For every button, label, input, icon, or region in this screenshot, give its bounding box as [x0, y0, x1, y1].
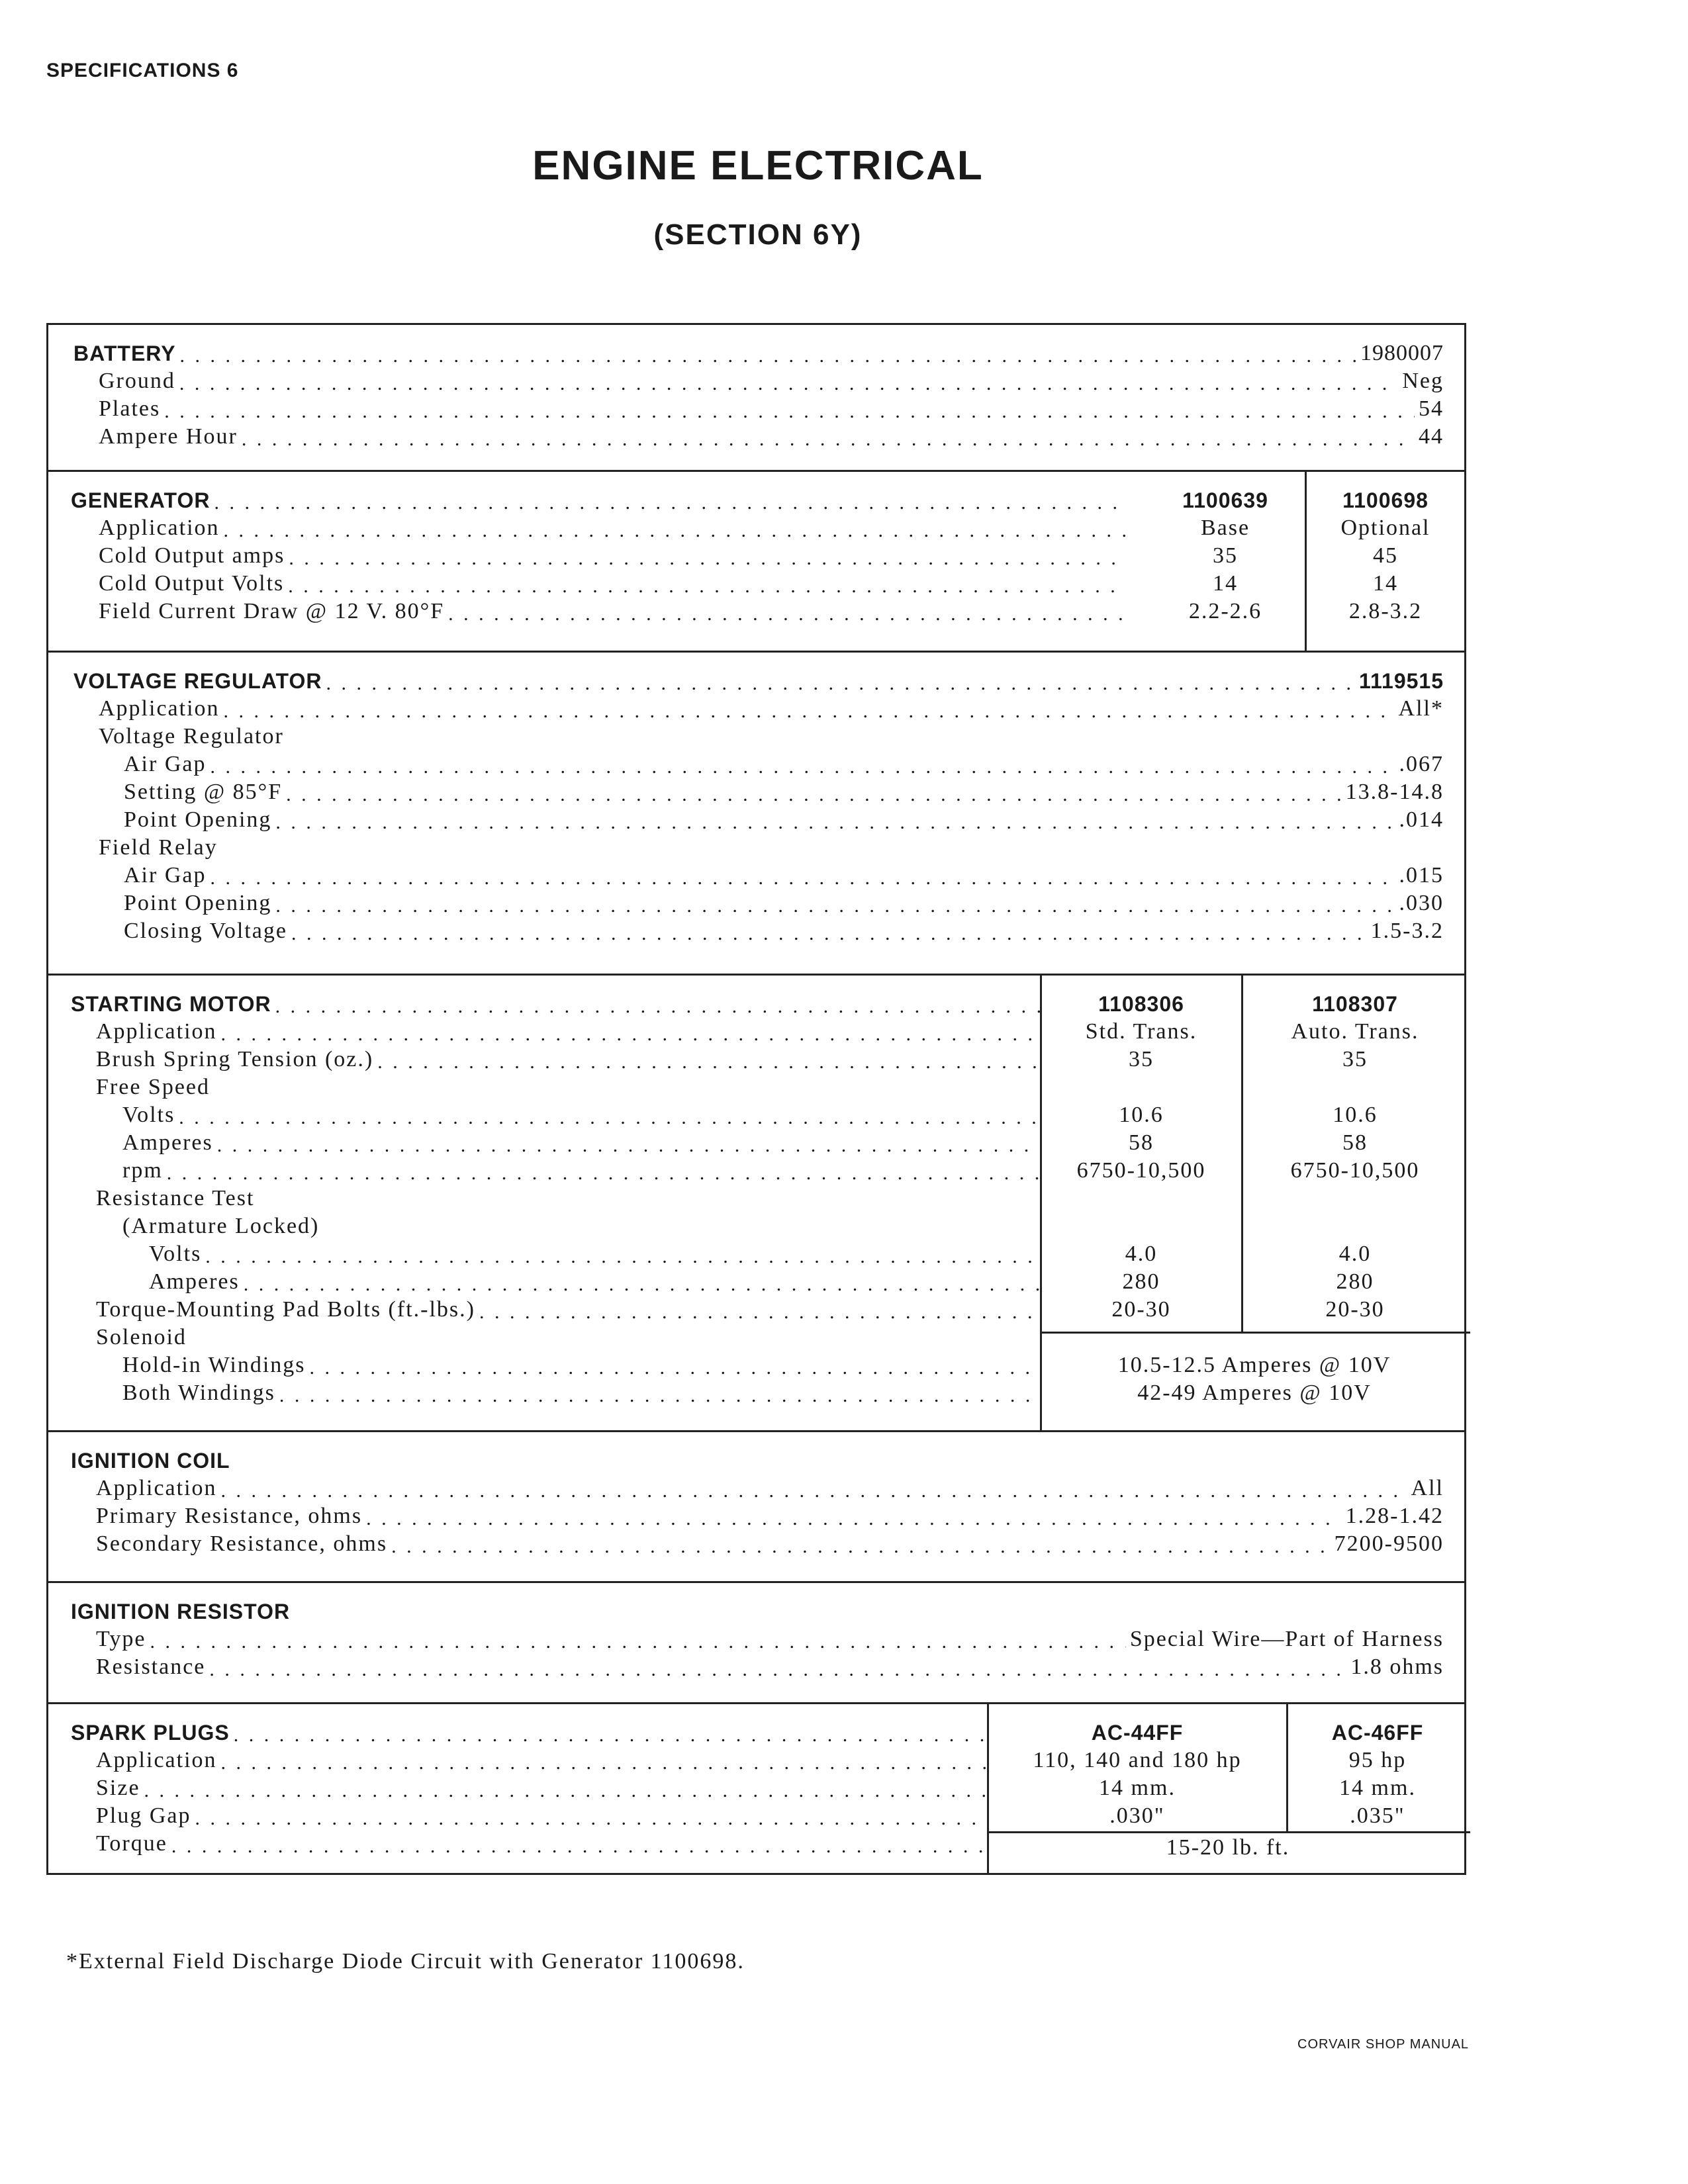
generator-volts-1: 14 — [1213, 571, 1238, 596]
battery-ampere-hour-row — [99, 422, 1444, 449]
sm-app-1: Std. Trans. — [1085, 1019, 1197, 1044]
row-label: Cold Output Volts — [99, 571, 285, 596]
generator-field-2: 2.8-3.2 — [1348, 599, 1423, 623]
row-value: Neg — [1402, 369, 1444, 393]
ic-application-row — [96, 1473, 1444, 1501]
sp-gap-1: .030" — [1109, 1803, 1165, 1828]
generator-volts-2: 14 — [1373, 571, 1398, 596]
sm-both-row — [122, 1378, 1044, 1406]
ic-heading: IGNITION COIL — [71, 1449, 230, 1473]
vr-setting-row — [124, 777, 1444, 805]
row-label: Air Gap — [124, 752, 207, 776]
ignition-coil-section — [48, 1432, 1464, 1583]
row-value: 44 — [1419, 424, 1444, 449]
ic-secondary-row — [96, 1529, 1444, 1557]
sm-fs-volts-row — [122, 1100, 1044, 1128]
row-label: Both Windings — [122, 1381, 275, 1405]
vr-point-opening-row — [124, 805, 1444, 833]
sm-torque-2: 20-30 — [1325, 1297, 1385, 1322]
sp-app-1: 110, 140 and 180 hp — [1033, 1748, 1242, 1772]
sm-fs-amperes-1: 58 — [1129, 1130, 1154, 1155]
sm-heading: STARTING MOTOR — [71, 992, 271, 1016]
sm-torque-row — [96, 1295, 1044, 1322]
sm-brush-1: 35 — [1129, 1047, 1154, 1071]
sp-size-1: 14 mm. — [1099, 1776, 1176, 1800]
ic-primary-row — [96, 1501, 1444, 1529]
sm-app-2: Auto. Trans. — [1291, 1019, 1419, 1044]
sp-gap-2: .035" — [1350, 1803, 1405, 1828]
row-label: Resistance Test — [96, 1186, 255, 1210]
generator-model-2: 1100698 — [1342, 488, 1429, 512]
generator-application-row — [99, 513, 1130, 541]
vr-air-gap-row — [124, 749, 1444, 777]
generator-section — [48, 472, 1464, 653]
row-value: .030 — [1399, 891, 1444, 915]
sm-fs-volts-1: 10.6 — [1119, 1103, 1164, 1127]
row-label: Plug Gap — [96, 1803, 191, 1828]
row-value: All* — [1398, 696, 1444, 721]
sp-torque-divider — [987, 1831, 1470, 1833]
row-label: Size — [96, 1776, 140, 1800]
fr-air-gap-row — [124, 860, 1444, 888]
battery-model: 1980007 — [1360, 341, 1444, 365]
row-label: Solenoid — [96, 1325, 187, 1349]
sm-fs-volts-2: 10.6 — [1333, 1103, 1378, 1127]
sp-heading-row — [71, 1717, 991, 1745]
generator-amps-2: 45 — [1373, 543, 1398, 568]
sm-hold-in-value: 10.5-12.5 Amperes @ 10V — [1117, 1353, 1391, 1377]
battery-ground-row — [99, 366, 1444, 394]
generator-model-1: 1100639 — [1182, 488, 1268, 512]
sm-fs-amperes-row — [122, 1128, 1044, 1156]
row-label: Closing Voltage — [124, 919, 287, 943]
row-label: Application — [99, 696, 220, 721]
sm-free-speed-row — [96, 1072, 1044, 1100]
sp-torque-value: 15-20 lb. ft. — [1166, 1835, 1290, 1860]
ir-type-row — [96, 1624, 1444, 1652]
row-value: 7200-9500 — [1334, 1531, 1444, 1556]
sm-heading-row — [71, 989, 1044, 1017]
row-value: .067 — [1399, 752, 1444, 776]
row-label: Hold-in Windings — [122, 1353, 306, 1377]
sm-brush-2: 35 — [1342, 1047, 1368, 1071]
sm-torque-1: 20-30 — [1111, 1297, 1171, 1322]
row-label: Application — [96, 1748, 217, 1772]
generator-cold-volts-row — [99, 569, 1130, 596]
row-label: Application — [99, 516, 220, 540]
row-label: Point Opening — [124, 807, 272, 832]
generator-app-2: Optional — [1340, 516, 1430, 540]
vr-heading: VOLTAGE REGULATOR — [73, 669, 322, 693]
sm-armature-locked-row — [122, 1211, 1044, 1239]
starting-motor-section — [48, 976, 1464, 1432]
fr-closing-voltage-row — [124, 916, 1444, 944]
sp-divider-left — [987, 1704, 989, 1875]
row-label: Free Speed — [96, 1075, 211, 1099]
fr-point-opening-row — [124, 888, 1444, 916]
page-title: ENGINE ELECTRICAL — [532, 143, 984, 189]
sp-application-row — [96, 1745, 991, 1773]
ic-heading-row — [71, 1445, 1444, 1473]
sm-hold-in-row — [122, 1350, 1044, 1378]
row-label: Amperes — [122, 1130, 213, 1155]
row-label: Field Current Draw @ 12 V. 80°F — [99, 599, 445, 623]
row-label: Ampere Hour — [99, 424, 238, 449]
sm-divider-left — [1040, 976, 1042, 1432]
sm-model-2: 1108307 — [1312, 992, 1398, 1016]
sm-application-row — [96, 1017, 1044, 1044]
row-label: Application — [96, 1476, 217, 1500]
row-value: All — [1411, 1476, 1444, 1500]
vr-application-row — [99, 694, 1444, 721]
row-label: Amperes — [149, 1269, 240, 1294]
sm-rt-amperes-row — [149, 1267, 1044, 1295]
generator-heading: GENERATOR — [71, 488, 211, 512]
vr-heading-row — [73, 666, 1444, 694]
row-label: Plates — [99, 396, 161, 421]
sm-rt-amperes-2: 280 — [1336, 1269, 1374, 1294]
sm-fs-amperes-2: 58 — [1342, 1130, 1368, 1155]
row-label: Point Opening — [124, 891, 272, 915]
page-subtitle: (SECTION 6Y) — [653, 218, 863, 251]
row-value: 1.8 ohms — [1350, 1655, 1444, 1679]
sm-fs-rpm-row — [122, 1156, 1044, 1183]
vr-subheading-row — [99, 721, 1444, 749]
row-value: 54 — [1419, 396, 1444, 421]
generator-field-1: 2.2-2.6 — [1188, 599, 1262, 623]
footnote: *External Field Discharge Diode Circuit with Generator 1100698. — [66, 1949, 745, 1974]
sm-rt-volts-2: 4.0 — [1338, 1242, 1372, 1266]
sp-divider-mid — [1286, 1704, 1288, 1831]
row-label: Volts — [149, 1242, 202, 1266]
sp-size-2: 14 mm. — [1339, 1776, 1416, 1800]
generator-column-divider — [1305, 472, 1307, 653]
sp-app-2: 95 hp — [1348, 1748, 1407, 1772]
row-label: Type — [96, 1627, 146, 1651]
sp-model-2: AC-46FF — [1331, 1721, 1424, 1745]
row-label: Secondary Resistance, ohms — [96, 1531, 388, 1556]
row-label: Ground — [99, 369, 175, 393]
sm-brush-row — [96, 1044, 1044, 1072]
ir-resistance-row — [96, 1652, 1444, 1680]
sm-divider-mid — [1241, 976, 1243, 1332]
sp-plug-gap-row — [96, 1801, 991, 1829]
row-label: Air Gap — [124, 863, 207, 887]
row-label: Application — [96, 1019, 217, 1044]
battery-section — [48, 325, 1464, 472]
row-label: Torque — [96, 1831, 167, 1856]
sp-size-row — [96, 1773, 991, 1801]
battery-heading: BATTERY — [73, 341, 176, 365]
generator-amps-1: 35 — [1213, 543, 1238, 568]
page-header: SPECIFICATIONS 6 — [46, 60, 239, 81]
row-label: Resistance — [96, 1655, 206, 1679]
sm-fs-rpm-2: 6750-10,500 — [1290, 1158, 1420, 1183]
row-label: Setting @ 85°F — [124, 780, 283, 804]
generator-app-1: Base — [1200, 516, 1250, 540]
spark-plugs-section — [48, 1704, 1464, 1875]
ignition-resistor-section — [48, 1583, 1464, 1704]
row-label: Primary Resistance, ohms — [96, 1504, 363, 1528]
sm-rt-volts-1: 4.0 — [1125, 1242, 1158, 1266]
sm-solenoid-row — [96, 1322, 1044, 1350]
battery-plates-row — [99, 394, 1444, 422]
generator-cold-amps-row — [99, 541, 1130, 569]
sm-solenoid-divider — [1040, 1332, 1470, 1334]
row-label: Volts — [122, 1103, 175, 1127]
row-value: Special Wire—Part of Harness — [1129, 1627, 1444, 1651]
ir-heading: IGNITION RESISTOR — [71, 1600, 291, 1623]
row-label: Brush Spring Tension (oz.) — [96, 1047, 374, 1071]
sp-heading: SPARK PLUGS — [71, 1721, 230, 1745]
footer-label: CORVAIR SHOP MANUAL — [1297, 2037, 1470, 2052]
sp-torque-row — [96, 1829, 991, 1856]
sm-fs-rpm-1: 6750-10,500 — [1076, 1158, 1206, 1183]
sm-model-1: 1108306 — [1098, 992, 1184, 1016]
sm-rt-volts-row — [149, 1239, 1044, 1267]
generator-field-current-row — [99, 596, 1130, 624]
row-label: Torque-Mounting Pad Bolts (ft.-lbs.) — [96, 1297, 475, 1322]
row-label: Cold Output amps — [99, 543, 285, 568]
row-value: 1.5-3.2 — [1370, 919, 1444, 943]
sm-resistance-test-row — [96, 1183, 1044, 1211]
sm-both-value: 42-49 Amperes @ 10V — [1137, 1381, 1372, 1405]
vr-model: 1119515 — [1358, 669, 1444, 693]
sm-rt-amperes-1: 280 — [1122, 1269, 1160, 1294]
row-label: Voltage Regulator — [99, 724, 284, 749]
battery-heading-row — [73, 338, 1444, 366]
row-label: rpm — [122, 1158, 163, 1183]
generator-heading-row — [71, 485, 1130, 513]
row-value: .015 — [1399, 863, 1444, 887]
ir-heading-row — [71, 1596, 1444, 1624]
row-value: 13.8-14.8 — [1345, 780, 1444, 804]
sp-model-1: AC-44FF — [1091, 1721, 1184, 1745]
voltage-regulator-section — [48, 653, 1464, 976]
row-value: 1.28-1.42 — [1345, 1504, 1444, 1528]
row-label: (Armature Locked) — [122, 1214, 320, 1238]
vr-field-relay-row — [99, 833, 1444, 860]
spec-table — [46, 323, 1466, 1875]
row-label: Field Relay — [99, 835, 218, 860]
row-value: .014 — [1399, 807, 1444, 832]
